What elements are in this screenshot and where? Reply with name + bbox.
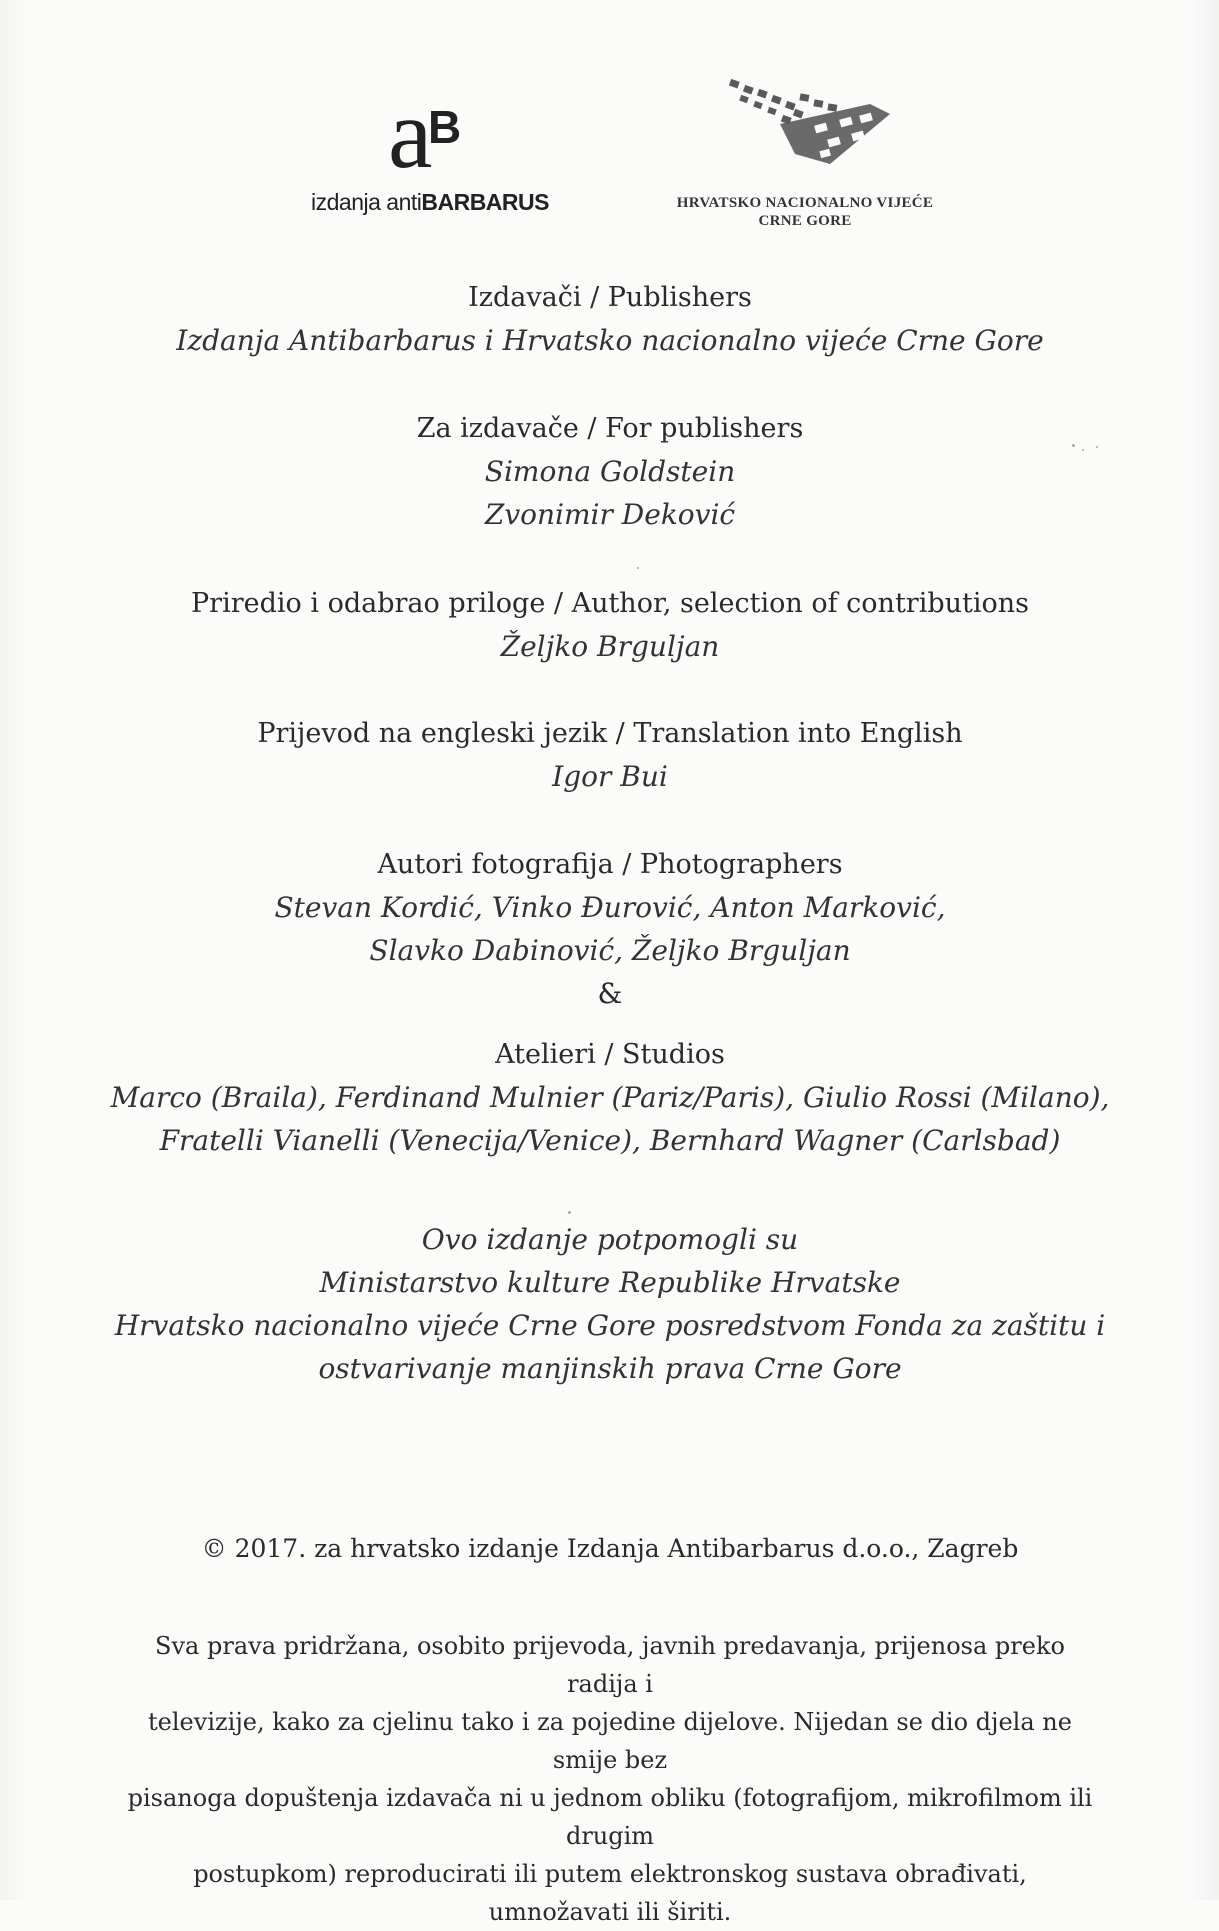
hnv-logo-line2: CRNE GORE bbox=[758, 213, 852, 229]
antibarbarus-wordmark-bold: BARBARUS bbox=[421, 189, 549, 215]
support-line: ostvarivanje manjinskih prava Crne Gore bbox=[318, 1352, 902, 1385]
photographers-section bbox=[100, 843, 1120, 1015]
rights-line: postupkom) reproducirati ili putem elektronskog sustava obrađivati, umnožavati ili širiti. bbox=[193, 1860, 1027, 1926]
hnv-logo-line1: HRVATSKO NACIONALNO VIJEĆE bbox=[676, 195, 934, 211]
rights-line: Sva prava pridržana, osobito prijevoda, javnih predavanja, prijenosa preko radija i bbox=[155, 1632, 1065, 1698]
ab-monogram-b: B bbox=[428, 101, 462, 153]
author-value: Željko Brguljan bbox=[500, 630, 720, 663]
for-publishers-name: Simona Goldstein bbox=[484, 455, 736, 488]
support-section bbox=[100, 1218, 1120, 1390]
translation-value: Igor Bui bbox=[552, 760, 668, 793]
author-section bbox=[100, 582, 1120, 668]
for-publishers-section bbox=[100, 407, 1120, 536]
scan-speck bbox=[1096, 446, 1098, 448]
hnv-logo-text bbox=[650, 194, 960, 230]
support-line: Ovo izdanje potpomogli su bbox=[421, 1223, 799, 1256]
antibarbarus-wordmark bbox=[310, 189, 550, 216]
for-publishers-heading: Za izdavače / For publishers bbox=[416, 413, 804, 444]
ampersand: & bbox=[597, 977, 623, 1010]
scan-speck bbox=[1082, 449, 1084, 451]
photographers-line: Stevan Kordić, Vinko Đurović, Anton Marković, bbox=[274, 891, 946, 924]
publishers-section bbox=[100, 276, 1120, 362]
hnv-logo bbox=[650, 74, 960, 230]
studios-heading: Atelieri / Studios bbox=[495, 1039, 725, 1070]
rights-notice bbox=[125, 1627, 1095, 1931]
support-line: Hrvatsko nacionalno vijeće Crne Gore posredstvom Fonda za zaštitu i bbox=[114, 1309, 1106, 1342]
studios-line: Marco (Braila), Ferdinand Mulnier (Pariz/Paris), Giulio Rossi (Milano), bbox=[110, 1081, 1110, 1114]
antibarbarus-logo bbox=[310, 78, 550, 216]
photographers-heading: Autori fotografija / Photographers bbox=[377, 849, 843, 880]
copyright-line: © 2017. za hrvatsko izdanje Izdanja Antibarbarus d.o.o., Zagreb bbox=[201, 1534, 1019, 1563]
rights-line: televizije, kako za cjelinu tako i za pojedine dijelove. Nijedan se dio djela ne smije bez bbox=[148, 1708, 1072, 1774]
ab-monogram-icon bbox=[310, 78, 550, 189]
support-line: Ministarstvo kulture Republike Hrvatske bbox=[319, 1266, 901, 1299]
studios-line: Fratelli Vianelli (Venecija/Venice), Bernhard Wagner (Carlsbad) bbox=[159, 1124, 1061, 1157]
hnv-checkered-logo-icon bbox=[710, 74, 900, 174]
publishers-value: Izdanja Antibarbarus i Hrvatsko nacionalno vijeće Crne Gore bbox=[176, 324, 1044, 357]
ab-monogram-a: a bbox=[388, 78, 433, 189]
author-heading: Priredio i odabrao priloge / Author, selection of contributions bbox=[191, 588, 1029, 619]
rights-line: pisanoga dopuštenja izdavača ni u jednom obliku (fotografijom, mikrofilmom ili drugim bbox=[127, 1784, 1093, 1850]
antibarbarus-wordmark-light: izdanja anti bbox=[311, 189, 422, 215]
scan-speck bbox=[568, 1211, 571, 1214]
translation-heading: Prijevod na engleski jezik / Translation into English bbox=[257, 718, 963, 749]
photographers-line: Slavko Dabinović, Željko Brguljan bbox=[369, 934, 851, 967]
scan-speck bbox=[637, 567, 639, 569]
for-publishers-name: Zvonimir Deković bbox=[484, 498, 736, 531]
scan-speck bbox=[1072, 444, 1075, 447]
translation-section bbox=[100, 712, 1120, 798]
studios-section bbox=[100, 1033, 1120, 1162]
publishers-heading: Izdavači / Publishers bbox=[468, 282, 752, 313]
